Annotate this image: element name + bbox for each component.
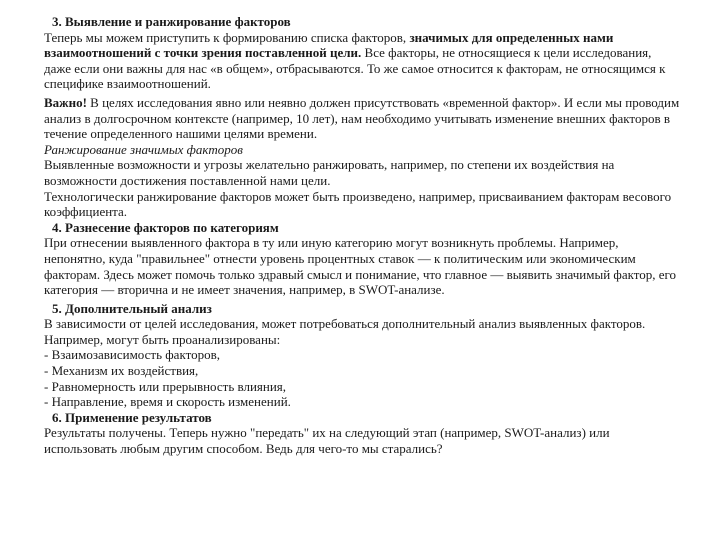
section-5-heading: 5. Дополнительный анализ: [52, 300, 212, 316]
section-3-paragraph-1: [44, 30, 680, 92]
section-3-paragraph-2: [44, 95, 680, 142]
important-label: Важно!: [44, 94, 87, 110]
section-3-heading: 3. Выявление и ранжирование факторов: [52, 14, 291, 29]
section-5-paragraph-1: В зависимости от целей исследования, может потребоваться дополнительный анализ выявленных факторов. Например, могут быть проанализированы:: [44, 316, 646, 347]
list-item: - Равномерность или прерывность влияния,: [44, 378, 287, 394]
section-3-p1-end: Все факторы, не относящиеся к цели исследования, даже если они важны для нас «в общем», отбрасываются. То же самое относится к факторам, не относящимся к специфике взаимоотношений.: [44, 45, 666, 92]
section-6-paragraph-1: Результаты получены. Теперь нужно "передать" их на следующий этап (например, SWOT-анализ) или использовать любым другим способом. Ведь для чего-то мы старались?: [44, 425, 610, 457]
section-3-subheading: Ранжирование значимых факторов: [44, 141, 243, 157]
section-4-paragraph-1: При отнесении выявленного фактора в ту или иную категорию могут возникнуть проблемы. Например, непонятно, куда "правильнее" отнести уровень процентных ставок — к политическим или экономическим факторам. Здесь может помочь только здравый смысл и понимание, что главное — выявить значимый фактор, его категория — вторична и не имеет значения, например, в SWOT-анализе.: [44, 235, 677, 298]
section-3-p2-rest: В целях исследования явно или неявно должен присутствовать «временной фактор». И если мы проводим анализ в долгосрочном контексте (например, 10 лет), нам необходимо учитывать изменение внешних факторов в течение определенного нашими целями времени.: [44, 94, 680, 142]
section-6-heading: 6. Применение результатов: [52, 409, 212, 425]
list-item: - Взаимозависимость факторов,: [44, 347, 220, 363]
list-item: - Направление, время и скорость изменений.: [44, 394, 291, 410]
document-content: [44, 14, 680, 457]
section-3-p1-start: Теперь мы можем приступить к формированию списка факторов,: [44, 29, 410, 45]
list-item: - Механизм их воздействия,: [44, 363, 199, 379]
section-4-heading: 4. Разнесение факторов по категориям: [52, 219, 279, 235]
section-3-paragraph-4: Технологически ранжирование факторов может быть произведено, например, присваиванием факторам весового коэффициента.: [44, 188, 672, 220]
section-3-p1-bold: значимых для определенных нами взаимоотношений с точки зрения поставленной цели.: [44, 29, 614, 61]
section-3-paragraph-3: Выявленные возможности и угрозы желательно ранжировать, например, по степени их воздействия на возможности достижения поставленной нами цели.: [44, 157, 615, 188]
